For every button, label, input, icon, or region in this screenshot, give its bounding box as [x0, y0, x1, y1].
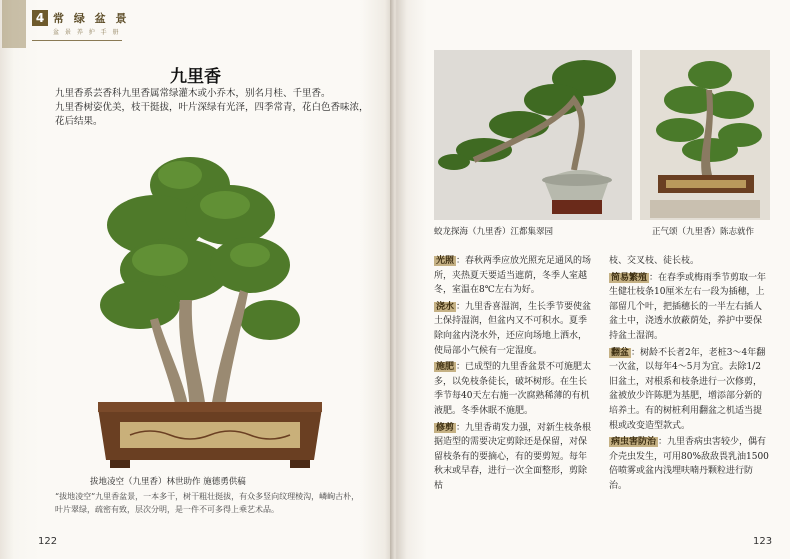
header-strip	[2, 0, 26, 48]
care-column-2	[609, 254, 769, 496]
tag-fertilize: 施肥	[436, 362, 455, 373]
description-note: “拔地凌空”九里香盆景，一本多干，树干粗壮挺拔，有众多竖向纹理棱沟，嶙峋古朴，叶片翠绿，疏密有致，层次分明，是一件不可多得上乘艺术品。	[55, 492, 360, 514]
care-propagation: 简易繁殖 ：在春季或梅雨季节剪取一年生健壮枝条10厘米左右一段为插穗，上部留几个叶，把插穗长的一半左右插人盆土中，浇透水放蔽荫处，养护中要保持盆土湿润。	[609, 272, 767, 341]
intro-paragraph-1: 九里香系芸香科九里香属常绿灌木或小乔木，别名月桂、千里香。	[55, 88, 331, 99]
care-repot: 翻盆 ：树龄不长者2年，老桩3～4年翻一次盆，以每年4～5月为宜。去除1/2旧盆土，对根系和枝条进行一次修剪，盆被放少许陈肥为基肥，增添部分新的培养土。有的树桩利用翻盆之机适当提根或改变造型款式。	[609, 347, 766, 431]
tag-repot: 翻盆	[611, 347, 630, 358]
tag-light: 光照	[436, 256, 455, 266]
chapter-number: 4	[32, 10, 48, 26]
chapter-subtitle: 盆 景 养 护 手 册	[53, 29, 121, 36]
left-page	[0, 0, 393, 559]
photo1-caption: 蛟龙探海（九里香）江都集翠园	[434, 227, 554, 237]
page-number-left: 122	[38, 536, 58, 547]
tag-water: 浇水	[436, 301, 455, 312]
care-prune-cont: 枝、交叉枝、徒长枝。	[609, 256, 700, 266]
care-water: 浇水 ：九里香喜湿润，生长季节要使盆土保持湿润，但盆内又不可积水。夏季除向盆内浇水外，还应向场地上洒水，使局部小气候有一定湿度。	[434, 301, 592, 356]
tag-pests: 病虫害防治	[611, 437, 657, 448]
care-fertilize: 施肥 ：已成型的九里香盆景不可施肥太多，以免枝条徒长，破坏树形。在生长季节每40天左右施一次腐熟稀薄的有机液肥。冬季休眠不施肥。	[434, 362, 592, 416]
header-rule	[32, 40, 122, 41]
photo2-caption: 正气颂（九里香）陈志就作	[652, 227, 755, 237]
tag-propagation: 简易繁殖	[611, 272, 648, 283]
care-prune: 修剪 ：九里香萌发力强，对新生枝条根据造型的需要决定剪除还是保留，对保留枝条有的要摘心，有的要剪短。每年秋末或早春，进行一次全面整形，剪除枯	[434, 422, 592, 491]
care-pests: 病虫害防治 ：九里香病虫害较少，偶有介壳虫发生，可用80%敌敌畏乳油1500倍喷雾或盆内浅埋呋喃丹颗粒进行防治。	[609, 437, 769, 491]
main-photo-caption: 拔地凌空（九里香）林世助作 施德勇供稿	[90, 477, 246, 487]
bonsai-photo-dragon	[434, 50, 632, 220]
intro-paragraph-2: 九里香树姿优美，枝干挺拔，叶片深绿有光泽，四季常青，花白色香味浓，花后结果。	[55, 102, 369, 127]
article-title: 九里香	[170, 67, 221, 87]
care-column-1	[434, 254, 594, 496]
right-page	[397, 0, 790, 559]
bonsai-photo-upright	[640, 50, 770, 220]
intro-text	[55, 87, 375, 129]
care-light: 光照 ：春秋两季应放光照充足通风的场所，夹热夏天要适当遮荫，冬季人室越冬，室温在8℃左右为好。	[434, 256, 592, 296]
page-number-right: 123	[753, 536, 773, 547]
chapter-title: 常 绿 盆 景	[53, 12, 130, 25]
tag-prune: 修剪	[436, 422, 455, 433]
bonsai-photo-main	[80, 130, 340, 470]
